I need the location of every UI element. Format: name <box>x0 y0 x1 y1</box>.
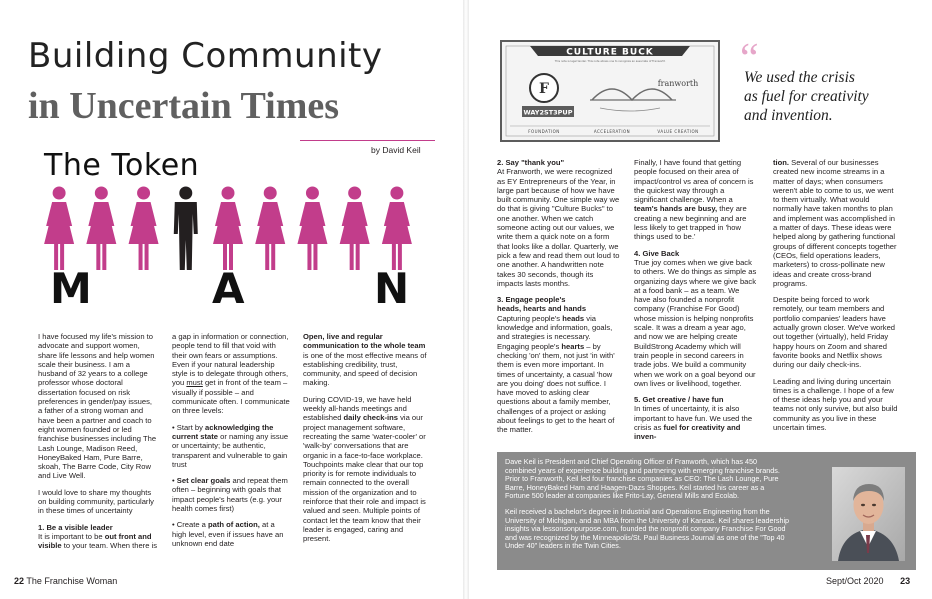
pull-quote: We used the crisis as fuel for creativity and invention. <box>744 69 869 124</box>
culture-buck-graphic <box>500 40 720 142</box>
bullet-item: • Create a path of action, at a high level, even if issues have an unknown end date <box>172 520 284 548</box>
buck-serial-number: WAY2ST3PUP <box>523 108 573 117</box>
section-heading: 1. Be a visible leader <box>38 522 113 532</box>
section-3: 3. Engage people's heads, hearts and hands Capturing people's heads via knowledge and information, goals, and strategies is necessary. Engaging people's hearts – by checking 'on' them, not just 'in with' them is even more important. In times of uncertainty, a casual 'how are you doing' does not suffice. I have moved to asking clear questions about a family member, challenges of a project or asking about feelings to get to the heart of the matter. <box>497 295 620 434</box>
section-heading: heads, hearts and hands <box>497 304 587 314</box>
author-bio-text: Dave Keil is President and Chief Operating Officer of Franworth, which has 450 combined years of experience building and partnering with emerging franchise brands. Prior to Franworth, Keil led four franchise companies as CEO: The Lash Lounge, Pure Barre, HoneyBaked Ham and Haagen-Dazs Shoppes. Keil started his career as a Fortune 500 leader at companies like Frito-Lay, General Mills and Ecolab. Keil received a bachelor's degree in Industrial and Operations Engineering from the University of Michigan, and an MBA from the University of Kansas. Keil shares leadership insights via lessonsonpurpose.com, founded the nonprofit company Franchise For Good and was recognized by the Minneapolis/St. Paul Business Journal as one of the "Top 40 Under 40" leaders in the Twin Cities. <box>505 457 790 551</box>
page-gutter <box>463 0 469 599</box>
man-word-graphic <box>40 266 426 306</box>
buck-fine-print: This note is legal tender. This note allows one to recognize an associate of Franworth <box>554 60 666 63</box>
paragraph: I have focused my life's mission to advocate and support women, share life lessons and help women scale their business. I am a husband of 32 years to a college professor whose doctoral dissertation focused on risk preferences in gender/pay issues, a father of a strong woman and have been a partner and coach to eight women founded or led franchise businesses including The Lash Lounge, Madison Reed, HoneyBaked Ham, Pure Barre, skoah, The Barre Code, City Row and Live Well. <box>38 332 157 481</box>
man-letter-a: A <box>212 266 245 306</box>
paragraph: Finally, I have found that getting people focused on their area of impact/control vs area of concern is the quickest way through a significant challenge. When a team's hands are busy, they are creating a new beginning and are less likely to get trapped in 'how things used to be.' <box>634 158 754 242</box>
paragraph: I would love to share my thoughts on building community, particularly in these times of uncertainty <box>38 487 154 516</box>
buck-footer-word: FOUNDATION <box>528 129 560 134</box>
buck-banner-text: CULTURE BUCK <box>566 47 654 58</box>
woman-figure <box>340 187 370 271</box>
man-letter-m: M <box>50 266 92 306</box>
token-graphic-title: The Token <box>44 148 200 183</box>
buck-footer-word: ACCELERATION <box>593 129 631 134</box>
issue-date: Sept/Oct 2020 <box>826 576 884 586</box>
token-figures-graphic <box>38 186 418 270</box>
man-letter-n: N <box>374 266 410 306</box>
section-4: 4. Give Back True joy comes when we give back to others. We do things as simple as organizing days where we give back at a food bank – as a team. We have also founded a nonprofit company (Franchise For Good) whose mission is helping nonprofits scale. It was a dream a year ago, and now we are helping create BuildStrong Academy which will train people in second careers in trade jobs. We build a community when we work on a goal beyond our own lives or livelihood, together. <box>634 248 757 388</box>
author-photo <box>832 467 905 561</box>
title-rule <box>300 140 435 141</box>
column-2 <box>172 332 290 555</box>
token-man-figure <box>174 187 198 271</box>
woman-figure <box>86 187 116 271</box>
footer-left <box>14 576 117 586</box>
section-heading: 2. Say "thank you" <box>497 158 565 167</box>
column-1 <box>38 332 158 558</box>
buck-logo-letter: F <box>539 81 549 97</box>
section-5: 5. Get creative / have fun In times of uncertainty, it is also important to have fun. We used the crisis as fuel for creativity and inven- <box>634 395 757 441</box>
paragraph: Open, live and regular communication to the whole team is one of the most effective means of establishing credibility, trust, community, and speed of decision making. <box>303 332 427 388</box>
woman-figure <box>129 187 159 271</box>
woman-figure <box>382 187 412 271</box>
paragraph: During COVID-19, we have held weekly all-hands meetings and established daily check-ins via our project management software, recreating the same 'water-cooler' or 'walk-by' conversations that are organic in a face-to-face workplace. Touchpoints make clear that our top priority is for remote individuals to remain connected to the overall mission of the organization and to reinforce that their role and impact is valued and seen. Multiple points of contact let the team know that their leader is engaged, caring and present. <box>303 394 426 544</box>
column-3 <box>303 332 427 551</box>
paragraph: Despite being forced to work remotely, our team members and portfolio companies' leaders have actually grown closer. We've worked out together (virtually), held Friday happy hours on Zoom and shared favorite books and Netflix shows during our daily check-ins. <box>773 295 896 370</box>
page-number: 22 <box>14 576 25 586</box>
footer-right <box>826 576 910 586</box>
bullet-item: • Start by acknowledging the current state or naming any issue or uncertainty; be authentic, transparent and vulnerable to gain trust <box>172 422 289 469</box>
article-title-line2: in Uncertain Times <box>28 85 340 127</box>
section-heading: 4. Give Back <box>634 248 680 258</box>
article-title-line1: Building Community <box>28 36 383 76</box>
woman-figure <box>255 187 285 271</box>
section-2: 2. Say "thank you" At Franworth, we were recognized as EY Entrepreneurs of the Year, in large part because of how we have built community. One simple way we do that is giving "Culture Bucks" to one another. When we catch someone acting out our values, we write them a quick note on a form that looks like a dollar. Quarterly, we pick a few and read them out loud to one another. A handwritten note takes 30 seconds, though its impacts lasts months. <box>497 158 620 288</box>
paragraph: tion. Several of our businesses created new income streams in a matter of days; when consumers weren't able to come to us, we went to them virtually. What would normally have taken months to plan and implement was accomplished in a matter of days. These ideas were helped along by gathering functional groups of different concepts together (CEOs, field operations leaders, marketers) to cross-pollinate new ideas and create cross-brand programs. <box>773 158 897 288</box>
woman-figure <box>297 187 327 271</box>
column-6 <box>773 158 899 439</box>
page-number: 23 <box>900 576 911 586</box>
byline: by David Keil <box>371 145 421 155</box>
buck-brand-name: franworth <box>657 79 699 88</box>
column-5 <box>634 158 757 449</box>
buck-footer-word: VALUE CREATION <box>657 129 699 134</box>
section-1: 1. Be a visible leader It is important to be out front and visible to your team. When there is <box>38 522 158 551</box>
woman-figure <box>213 187 243 271</box>
woman-figure <box>44 187 74 271</box>
publication-name: The Franchise Woman <box>26 576 118 586</box>
bullet-item: • Set clear goals and repeat them often – beginning with goals that impact people's hearts (e.g. your health comes first) <box>172 476 288 514</box>
paragraph: Leading and living during uncertain times is a challenge. I hope of a few of these ideas help you and your teams not only survive, but also build community as you live in these uncertain times. <box>773 376 898 433</box>
quote-mark-icon: “ <box>740 36 759 82</box>
section-heading: 5. Get creative / have fun <box>634 395 724 405</box>
paragraph: a gap in information or connection, people tend to fill that void with their own fears or assumptions. Even if your natural leadership style is to delegate through others, you must get in front of the team – visually if possible – and communicate often. I communicate on three levels: <box>172 332 290 416</box>
column-4 <box>497 158 620 442</box>
section-heading: 3. Engage people's <box>497 295 566 305</box>
